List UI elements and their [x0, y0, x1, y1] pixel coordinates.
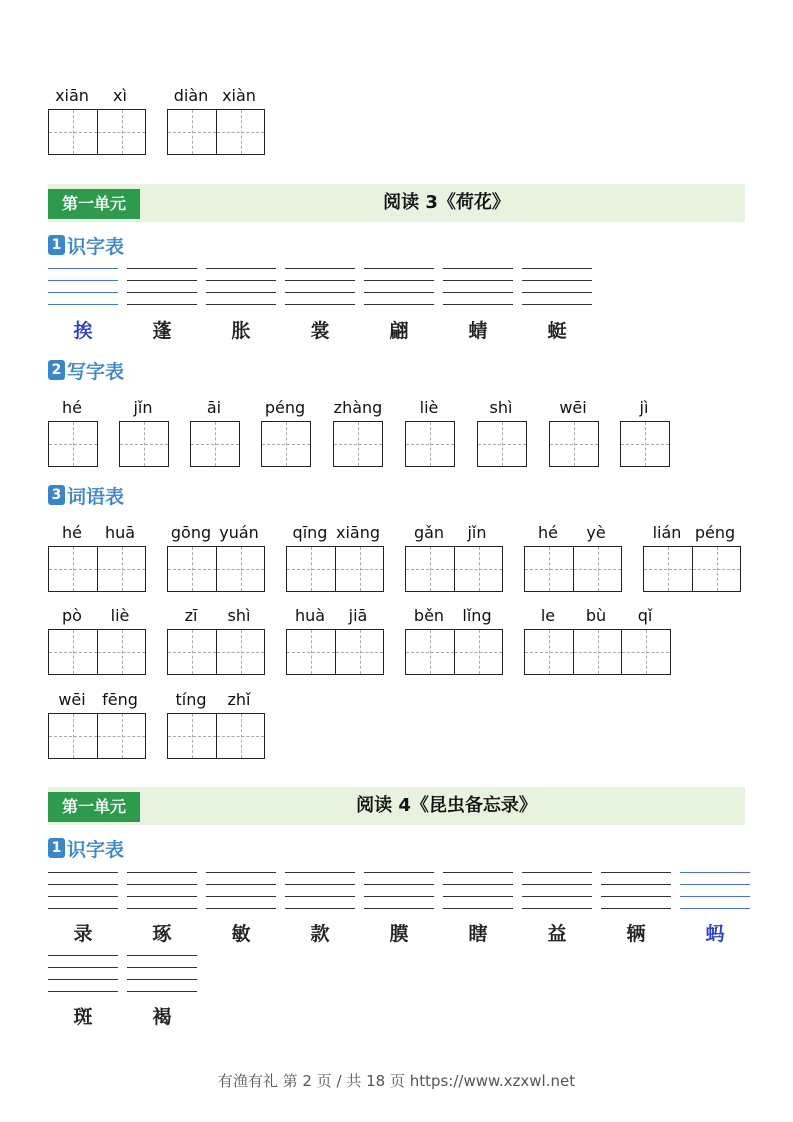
- writing-grid[interactable]: [643, 546, 741, 592]
- write-char-block: [119, 397, 169, 471]
- pinyin: wēi: [58, 690, 86, 709]
- word-block: [48, 522, 146, 594]
- word-block: [167, 522, 265, 594]
- section-number-badge: 2: [48, 360, 65, 380]
- recognition-char: 辆: [626, 923, 646, 945]
- recognition-char: 挨: [73, 320, 93, 342]
- reading-lines[interactable]: [206, 872, 276, 908]
- lesson-title: 阅读 4《昆虫备忘录》: [356, 795, 537, 816]
- recognition-char: 款: [310, 923, 330, 945]
- section-label: 写字表: [67, 360, 125, 383]
- page-footer: 有渔有礼 第 2 页 / 共 18 页 https://www.xzxwl.net: [217, 1072, 576, 1090]
- pinyin: āi: [206, 398, 222, 417]
- pinyin: gōng: [170, 523, 212, 542]
- pinyin: shì: [227, 606, 251, 625]
- pinyin: jǐn: [133, 398, 153, 417]
- lesson-header: [48, 787, 745, 825]
- pinyin: lǐng: [462, 606, 492, 625]
- section-heading: [48, 836, 124, 860]
- pinyin: hé: [62, 523, 82, 542]
- word-block: [524, 522, 622, 594]
- section-heading: [48, 358, 124, 382]
- writing-grid[interactable]: [48, 713, 146, 759]
- unit-tag: 第一单元: [48, 792, 140, 822]
- recognition-char: 蜻: [468, 320, 488, 342]
- writing-grid[interactable]: [524, 629, 671, 675]
- writing-grid[interactable]: [620, 421, 670, 467]
- reading-lines[interactable]: [48, 872, 118, 908]
- pinyin: lián: [652, 523, 682, 542]
- recognition-char: 录: [73, 923, 93, 945]
- reading-lines[interactable]: [443, 268, 513, 304]
- write-char-block: [405, 397, 455, 471]
- writing-grid[interactable]: [549, 421, 599, 467]
- section-number-badge: 1: [48, 838, 65, 858]
- pinyin: qǐ: [637, 606, 653, 625]
- word-block: [167, 85, 265, 157]
- recognition-char: 褐: [152, 1006, 172, 1028]
- pinyin: shì: [489, 398, 513, 417]
- writing-grid[interactable]: [286, 629, 384, 675]
- pinyin: bù: [585, 606, 607, 625]
- pinyin: xiàn: [222, 86, 256, 105]
- reading-lines[interactable]: [680, 872, 750, 908]
- reading-lines[interactable]: [48, 268, 118, 304]
- pinyin: péng: [694, 523, 736, 542]
- reading-lines[interactable]: [127, 872, 197, 908]
- pinyin: hé: [62, 398, 82, 417]
- writing-grid[interactable]: [261, 421, 311, 467]
- reading-lines[interactable]: [127, 955, 197, 991]
- writing-grid[interactable]: [48, 546, 146, 592]
- pinyin: pò: [62, 606, 82, 625]
- pinyin: xiān: [55, 86, 89, 105]
- pinyin: gǎn: [413, 523, 445, 542]
- pinyin: běn: [413, 606, 445, 625]
- word-block: [286, 605, 384, 677]
- pinyin: huā: [104, 523, 136, 542]
- recognition-char: 益: [547, 923, 567, 945]
- pinyin: le: [540, 606, 556, 625]
- writing-grid[interactable]: [477, 421, 527, 467]
- lesson-header: [48, 184, 745, 222]
- pinyin: jì: [639, 398, 649, 417]
- section-number-badge: 1: [48, 235, 65, 255]
- pinyin: jǐn: [467, 523, 487, 542]
- pinyin: péng: [264, 398, 306, 417]
- recognition-char: 琢: [152, 923, 172, 945]
- pinyin: xiāng: [335, 523, 380, 542]
- writing-grid[interactable]: [286, 546, 384, 592]
- word-block: [643, 522, 741, 594]
- reading-lines[interactable]: [206, 268, 276, 304]
- write-char-block: [190, 397, 240, 471]
- section-label: 词语表: [67, 485, 125, 508]
- word-block: [286, 522, 384, 594]
- reading-lines[interactable]: [522, 872, 592, 908]
- writing-grid[interactable]: [405, 421, 455, 467]
- reading-lines[interactable]: [601, 872, 671, 908]
- section-heading: [48, 233, 124, 257]
- reading-lines[interactable]: [443, 872, 513, 908]
- word-block: [405, 522, 503, 594]
- reading-lines[interactable]: [522, 268, 592, 304]
- writing-grid[interactable]: [167, 546, 265, 592]
- reading-lines[interactable]: [127, 268, 197, 304]
- writing-grid[interactable]: [167, 109, 265, 155]
- pinyin: huà: [294, 606, 326, 625]
- section-heading: [48, 483, 124, 507]
- writing-grid[interactable]: [48, 109, 146, 155]
- writing-grid[interactable]: [333, 421, 383, 467]
- recognition-char: 斑: [73, 1006, 93, 1028]
- recognition-char: 蓬: [152, 320, 172, 342]
- recognition-char: 裳: [310, 320, 330, 342]
- unit-tag: 第一单元: [48, 189, 140, 219]
- word-block: [48, 605, 146, 677]
- word-block: [167, 689, 265, 761]
- recognition-char: 敏: [231, 923, 251, 945]
- pinyin: liè: [110, 606, 130, 625]
- pinyin: tíng: [175, 690, 207, 709]
- pinyin: zī: [184, 606, 198, 625]
- writing-grid[interactable]: [524, 546, 622, 592]
- pinyin: yè: [586, 523, 606, 542]
- recognition-char: 翩: [389, 320, 409, 342]
- pinyin: xì: [113, 86, 127, 105]
- reading-lines[interactable]: [48, 955, 118, 991]
- pinyin: fēng: [102, 690, 138, 709]
- section-label: 识字表: [67, 838, 125, 861]
- recognition-char: 蚂: [705, 923, 725, 945]
- write-char-block: [48, 397, 98, 471]
- pinyin: wēi: [559, 398, 587, 417]
- writing-grid[interactable]: [167, 629, 265, 675]
- writing-grid[interactable]: [48, 629, 146, 675]
- pinyin: yuán: [219, 523, 259, 542]
- write-char-block: [620, 397, 670, 471]
- writing-grid[interactable]: [190, 421, 240, 467]
- section-label: 识字表: [67, 235, 125, 258]
- word-block: [405, 605, 503, 677]
- pinyin: qīng: [292, 523, 328, 542]
- writing-grid[interactable]: [48, 421, 98, 467]
- reading-lines[interactable]: [364, 268, 434, 304]
- pinyin: diàn: [173, 86, 209, 105]
- recognition-char: 瞎: [468, 923, 488, 945]
- reading-lines[interactable]: [364, 872, 434, 908]
- recognition-char: 胀: [231, 320, 251, 342]
- pinyin: liè: [419, 398, 439, 417]
- pinyin: hé: [538, 523, 558, 542]
- recognition-char: 膜: [389, 923, 409, 945]
- word-block: [48, 689, 146, 761]
- reading-lines[interactable]: [285, 268, 355, 304]
- writing-grid[interactable]: [405, 629, 503, 675]
- write-char-block: [549, 397, 599, 471]
- pinyin: jiā: [348, 606, 368, 625]
- pinyin: zhǐ: [227, 690, 251, 709]
- writing-grid[interactable]: [119, 421, 169, 467]
- lesson-title: 阅读 3《荷花》: [383, 192, 510, 213]
- recognition-char: 蜓: [547, 320, 567, 342]
- writing-grid[interactable]: [167, 713, 265, 759]
- word-block: [524, 605, 671, 677]
- word-block: [167, 605, 265, 677]
- pinyin: zhàng: [333, 398, 383, 417]
- writing-grid[interactable]: [405, 546, 503, 592]
- write-char-block: [333, 397, 383, 471]
- section-number-badge: 3: [48, 485, 65, 505]
- word-block: [48, 85, 146, 157]
- write-char-block: [261, 397, 311, 471]
- reading-lines[interactable]: [285, 872, 355, 908]
- write-char-block: [477, 397, 527, 471]
